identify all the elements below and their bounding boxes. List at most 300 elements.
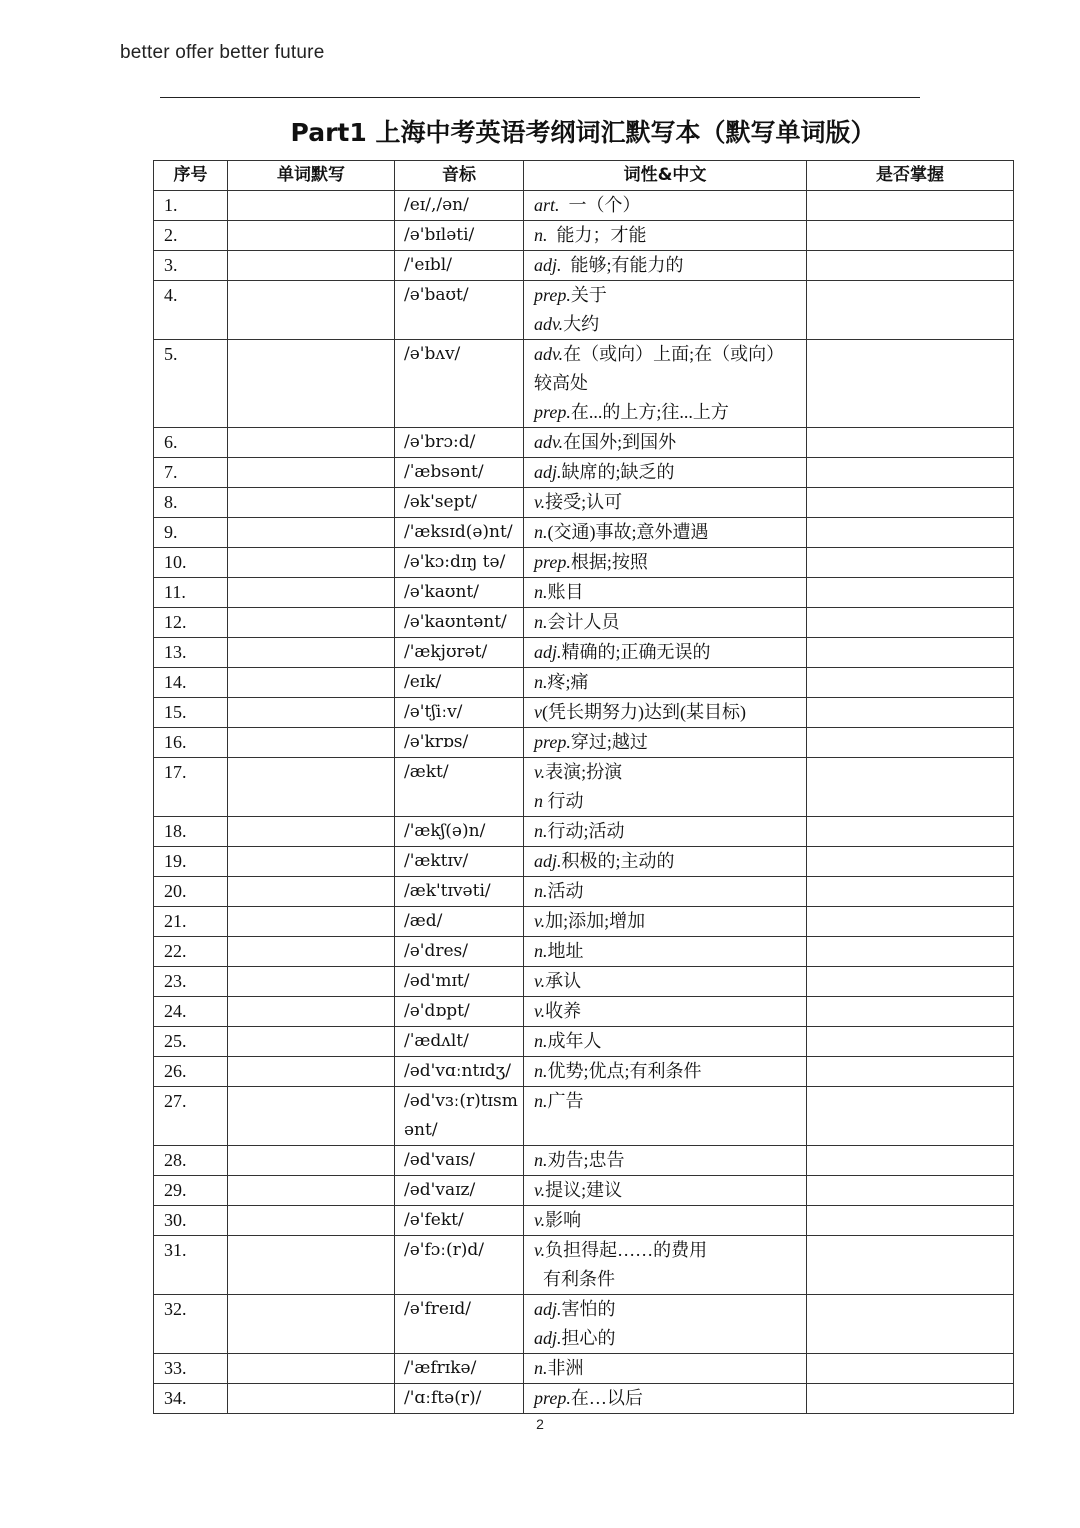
meaning-line [534, 787, 797, 816]
chinese-meaning: 提议;建议 [545, 1180, 623, 1200]
word-dictation-cell[interactable] [228, 817, 395, 847]
phonetic-text: /'ækʃ(ə)n/ [404, 821, 486, 841]
phonetic-cell [395, 548, 524, 578]
meaning-line [534, 997, 797, 1026]
meaning-cell [524, 698, 807, 728]
phonetic-text: /eɪk/ [404, 672, 442, 692]
row-number: 28. [154, 1146, 228, 1176]
table-row [154, 281, 1014, 340]
meaning-cell [524, 1087, 807, 1146]
phonetic-cell [395, 340, 524, 428]
phonetic-cell [395, 458, 524, 488]
table-row [154, 967, 1014, 997]
chinese-meaning: 关于 [570, 285, 607, 305]
mastered-cell[interactable] [807, 251, 1014, 281]
row-number: 32. [154, 1295, 228, 1354]
table-row [154, 251, 1014, 281]
part-of-speech: adj. [534, 1328, 562, 1348]
chinese-meaning: (凭长期努力)达到(某目标) [542, 702, 746, 722]
table-row [154, 1206, 1014, 1236]
phonetic-cell [395, 728, 524, 758]
phonetic-cell [395, 967, 524, 997]
column-header-number: 序号 [154, 161, 228, 191]
part-of-speech: n. [534, 1358, 548, 1378]
mastered-cell[interactable] [807, 638, 1014, 668]
table-row [154, 638, 1014, 668]
part-of-speech: adj. [534, 462, 562, 482]
phonetic-text: /əd'vaɪz/ [404, 1180, 476, 1200]
word-dictation-cell[interactable] [228, 698, 395, 728]
phonetic-text: /ək'sept/ [404, 492, 477, 512]
chinese-meaning: 精确的;正确无误的 [561, 642, 711, 662]
meaning-line [534, 1384, 797, 1413]
row-number: 27. [154, 1087, 228, 1146]
meaning-line [534, 458, 797, 487]
chinese-meaning: 接受;认可 [545, 492, 623, 512]
part-of-speech: prep. [534, 285, 571, 305]
phonetic-text: /'eɪbl/ [404, 255, 452, 275]
phonetic-cell [395, 1057, 524, 1087]
mastered-cell[interactable] [807, 847, 1014, 877]
chinese-meaning: 成年人 [547, 1031, 602, 1051]
word-dictation-cell[interactable] [228, 608, 395, 638]
meaning-line [534, 518, 797, 547]
meaning-cell [524, 608, 807, 638]
word-dictation-cell[interactable] [228, 907, 395, 937]
mastered-cell[interactable] [807, 877, 1014, 907]
chinese-meaning: 能够;有能力的 [561, 255, 684, 275]
meaning-cell [524, 1384, 807, 1414]
part-of-speech: n. [534, 881, 548, 901]
row-number: 31. [154, 1236, 228, 1295]
mastered-cell[interactable] [807, 668, 1014, 698]
row-number: 21. [154, 907, 228, 937]
column-header-mastered: 是否掌握 [807, 161, 1014, 191]
part-of-speech: v. [534, 1180, 546, 1200]
meaning-cell [524, 758, 807, 817]
phonetic-text: /ə'kɔ:dɪŋ tə/ [404, 552, 506, 572]
meaning-cell [524, 428, 807, 458]
part-of-speech: adj. [534, 851, 562, 871]
meaning-cell [524, 1206, 807, 1236]
word-dictation-cell[interactable] [228, 847, 395, 877]
meaning-line [534, 1087, 797, 1116]
meaning-cell [524, 1354, 807, 1384]
phonetic-cell [395, 877, 524, 907]
phonetic-cell [395, 518, 524, 548]
phonetic-cell [395, 698, 524, 728]
word-dictation-cell[interactable] [228, 728, 395, 758]
mastered-cell[interactable] [807, 728, 1014, 758]
meaning-line [534, 1057, 797, 1086]
phonetic-text: /'æktɪv/ [404, 851, 469, 871]
phonetic-text: /əd'vɑːntɪdʒ/ [404, 1061, 511, 1081]
phonetic-text: /ə'kaʊnt/ [404, 582, 479, 602]
meaning-cell [524, 518, 807, 548]
table-row [154, 221, 1014, 251]
word-dictation-cell[interactable] [228, 428, 395, 458]
word-dictation-cell[interactable] [228, 281, 395, 340]
meaning-cell [524, 967, 807, 997]
part-of-speech: adv. [534, 344, 564, 364]
meaning-cell [524, 1057, 807, 1087]
phonetic-text: /ə'brɔ:d/ [404, 432, 476, 452]
meaning-cell [524, 907, 807, 937]
mastered-cell[interactable] [807, 1146, 1014, 1176]
part-of-speech: adj. [534, 1299, 562, 1319]
phonetic-text: /ə'fekt/ [404, 1210, 464, 1230]
table-header-row [154, 161, 1014, 191]
header-divider [160, 97, 920, 98]
part-of-speech: n. [534, 1061, 548, 1081]
mastered-cell[interactable] [807, 578, 1014, 608]
part-of-speech: adj. [534, 642, 562, 662]
meaning-line [534, 907, 797, 936]
word-dictation-cell[interactable] [228, 1206, 395, 1236]
header-tagline: better offer better future [120, 42, 325, 63]
meaning-cell [524, 728, 807, 758]
meaning-line [534, 1206, 797, 1235]
table-row [154, 340, 1014, 428]
word-dictation-cell[interactable] [228, 668, 395, 698]
row-number: 22. [154, 937, 228, 967]
part-of-speech: n. [534, 1091, 548, 1111]
meaning-cell [524, 458, 807, 488]
meaning-line [534, 1265, 797, 1294]
word-dictation-cell[interactable] [228, 548, 395, 578]
meaning-cell [524, 847, 807, 877]
phonetic-cell [395, 428, 524, 458]
phonetic-text: /əd'vɜː(r)tɪsm [404, 1091, 518, 1111]
chinese-meaning: 大约 [563, 314, 600, 334]
row-number: 33. [154, 1354, 228, 1384]
word-dictation-cell[interactable] [228, 638, 395, 668]
meaning-line [534, 608, 797, 637]
chinese-meaning: 缺席的;缺乏的 [561, 462, 675, 482]
table-row [154, 877, 1014, 907]
word-dictation-cell[interactable] [228, 578, 395, 608]
meaning-cell [524, 191, 807, 221]
table-row [154, 1057, 1014, 1087]
mastered-cell[interactable] [807, 488, 1014, 518]
meaning-line [534, 398, 797, 427]
table-row [154, 608, 1014, 638]
meaning-cell [524, 937, 807, 967]
mastered-cell[interactable] [807, 1295, 1014, 1354]
table-row [154, 1087, 1014, 1146]
word-dictation-cell[interactable] [228, 937, 395, 967]
part-of-speech: n. [534, 672, 548, 692]
meaning-cell [524, 1146, 807, 1176]
vocabulary-table [153, 160, 1014, 1414]
row-number: 3. [154, 251, 228, 281]
part-of-speech: n. [534, 582, 548, 602]
mastered-cell[interactable] [807, 1027, 1014, 1057]
word-dictation-cell[interactable] [228, 191, 395, 221]
table-row [154, 847, 1014, 877]
row-number: 26. [154, 1057, 228, 1087]
mastered-cell[interactable] [807, 997, 1014, 1027]
row-number: 17. [154, 758, 228, 817]
chinese-meaning: 地址 [547, 941, 584, 961]
phonetic-cell [395, 281, 524, 340]
phonetic-text: /ə'kaʊntənt/ [404, 612, 507, 632]
mastered-cell[interactable] [807, 1384, 1014, 1414]
chinese-meaning: 广告 [547, 1091, 584, 1111]
mastered-cell[interactable] [807, 608, 1014, 638]
row-number: 4. [154, 281, 228, 340]
meaning-line [534, 1324, 797, 1353]
chinese-meaning: 较高处 [534, 373, 588, 393]
meaning-line [534, 251, 797, 280]
part-of-speech: n. [534, 522, 548, 542]
mastered-cell[interactable] [807, 907, 1014, 937]
table-row [154, 817, 1014, 847]
meaning-cell [524, 281, 807, 340]
meaning-line [534, 488, 797, 517]
mastered-cell[interactable] [807, 518, 1014, 548]
phonetic-text: /ə'dres/ [404, 941, 468, 961]
chinese-meaning: 能力；才能 [547, 225, 647, 245]
part-of-speech: v. [534, 1001, 546, 1021]
word-dictation-cell[interactable] [228, 1354, 395, 1384]
mastered-cell[interactable] [807, 428, 1014, 458]
mastered-cell[interactable] [807, 698, 1014, 728]
table-row [154, 1176, 1014, 1206]
chinese-meaning: 收养 [545, 1001, 582, 1021]
chinese-meaning: 加;添加;增加 [545, 911, 646, 931]
mastered-cell[interactable] [807, 1176, 1014, 1206]
part-of-speech: v. [534, 1240, 546, 1260]
word-dictation-cell[interactable] [228, 1146, 395, 1176]
table-row [154, 728, 1014, 758]
chinese-meaning: 影响 [545, 1210, 582, 1230]
phonetic-cell [395, 668, 524, 698]
part-of-speech: v [534, 702, 542, 722]
meaning-line [534, 1027, 797, 1056]
table-row [154, 1236, 1014, 1295]
chinese-meaning: 非洲 [547, 1358, 584, 1378]
mastered-cell[interactable] [807, 191, 1014, 221]
meaning-line [534, 578, 797, 607]
part-of-speech: adv. [534, 432, 564, 452]
mastered-cell[interactable] [807, 1236, 1014, 1295]
meaning-line [534, 1176, 797, 1205]
word-dictation-cell[interactable] [228, 340, 395, 428]
phonetic-text: /'æksɪd(ə)nt/ [404, 522, 513, 542]
meaning-line [534, 847, 797, 876]
row-number: 8. [154, 488, 228, 518]
phonetic-text: /ækt/ [404, 762, 449, 782]
meaning-line [534, 937, 797, 966]
phonetic-cell [395, 251, 524, 281]
meaning-line [534, 758, 797, 787]
part-of-speech: prep. [534, 732, 571, 752]
part-of-speech: v. [534, 911, 546, 931]
meaning-cell [524, 221, 807, 251]
part-of-speech: n. [534, 612, 548, 632]
word-dictation-cell[interactable] [228, 1384, 395, 1414]
chinese-meaning: 行动 [543, 791, 584, 811]
chinese-meaning: 优势;优点;有利条件 [547, 1061, 702, 1081]
meaning-cell [524, 488, 807, 518]
phonetic-text: /ˈæbsənt/ [404, 462, 484, 482]
chinese-meaning: (交通)事故;意外遭遇 [547, 522, 709, 542]
meaning-line [534, 698, 797, 727]
word-dictation-cell[interactable] [228, 1295, 395, 1354]
word-dictation-cell[interactable] [228, 877, 395, 907]
mastered-cell[interactable] [807, 1206, 1014, 1236]
phonetic-text: /æk'tɪvəti/ [404, 881, 491, 901]
phonetic-text: /eɪ/,/ən/ [404, 195, 469, 215]
table-row [154, 191, 1014, 221]
word-dictation-cell[interactable] [228, 1087, 395, 1146]
table-row [154, 937, 1014, 967]
word-dictation-cell[interactable] [228, 1176, 395, 1206]
chinese-meaning: 在…以后 [570, 1388, 643, 1408]
phonetic-cell [395, 847, 524, 877]
table-row [154, 668, 1014, 698]
row-number: 7. [154, 458, 228, 488]
word-dictation-cell[interactable] [228, 488, 395, 518]
row-number: 24. [154, 997, 228, 1027]
phonetic-text: /ə'tʃiːv/ [404, 702, 463, 722]
mastered-cell[interactable] [807, 458, 1014, 488]
chinese-meaning: 有利条件 [534, 1269, 615, 1289]
phonetic-text: /ə'bɪləti/ [404, 225, 475, 245]
meaning-line [534, 817, 797, 846]
word-dictation-cell[interactable] [228, 758, 395, 817]
row-number: 5. [154, 340, 228, 428]
table-row [154, 758, 1014, 817]
table-row [154, 1027, 1014, 1057]
row-number: 16. [154, 728, 228, 758]
phonetic-cell [395, 1354, 524, 1384]
chinese-meaning: 行动;活动 [547, 821, 625, 841]
page-title: Part1 上海中考英语考纲词汇默写本（默写单词版） [290, 118, 876, 147]
table-row [154, 1146, 1014, 1176]
chinese-meaning: 负担得起……的费用 [545, 1240, 708, 1260]
chinese-meaning: 账目 [547, 582, 584, 602]
phonetic-cell [395, 907, 524, 937]
meaning-cell [524, 1176, 807, 1206]
mastered-cell[interactable] [807, 967, 1014, 997]
phonetic-cell [395, 758, 524, 817]
column-header-phonetic: 音标 [395, 161, 524, 191]
word-dictation-cell[interactable] [228, 1027, 395, 1057]
phonetic-text: /æd/ [404, 911, 443, 931]
mastered-cell[interactable] [807, 340, 1014, 428]
mastered-cell[interactable] [807, 221, 1014, 251]
table-body [154, 191, 1014, 1414]
meaning-cell [524, 817, 807, 847]
chinese-meaning: 承认 [545, 971, 582, 991]
chinese-meaning: 活动 [547, 881, 584, 901]
phonetic-cell [395, 1176, 524, 1206]
part-of-speech: n. [534, 225, 548, 245]
phonetic-text: /'æfrɪkə/ [404, 1358, 477, 1378]
meaning-line [534, 967, 797, 996]
chinese-meaning: 在（或向）上面;在（或向） [563, 344, 785, 364]
part-of-speech: prep. [534, 552, 571, 572]
meaning-line [534, 369, 797, 398]
chinese-meaning: 表演;扮演 [545, 762, 623, 782]
word-dictation-cell[interactable] [228, 221, 395, 251]
mastered-cell[interactable] [807, 758, 1014, 817]
mastered-cell[interactable] [807, 1087, 1014, 1146]
word-dictation-cell[interactable] [228, 1057, 395, 1087]
phonetic-cell [395, 937, 524, 967]
mastered-cell[interactable] [807, 1057, 1014, 1087]
meaning-cell [524, 578, 807, 608]
row-number: 12. [154, 608, 228, 638]
chinese-meaning: 害怕的 [561, 1299, 616, 1319]
meaning-cell [524, 340, 807, 428]
part-of-speech: v. [534, 762, 546, 782]
meaning-cell [524, 1295, 807, 1354]
table-row [154, 428, 1014, 458]
phonetic-cell [395, 488, 524, 518]
phonetic-cell [395, 191, 524, 221]
table-row [154, 907, 1014, 937]
table-row [154, 1295, 1014, 1354]
mastered-cell[interactable] [807, 548, 1014, 578]
table-row [154, 1354, 1014, 1384]
word-dictation-cell[interactable] [228, 251, 395, 281]
word-dictation-cell[interactable] [228, 458, 395, 488]
table-row [154, 518, 1014, 548]
row-number: 29. [154, 1176, 228, 1206]
chinese-meaning: 担心的 [561, 1328, 616, 1348]
phonetic-text: /ə'dɒpt/ [404, 1001, 470, 1021]
meaning-cell [524, 548, 807, 578]
word-dictation-cell[interactable] [228, 967, 395, 997]
chinese-meaning: 穿过;越过 [570, 732, 648, 752]
phonetic-cell [395, 1384, 524, 1414]
part-of-speech: n. [534, 821, 548, 841]
phonetic-text: ənt/ [404, 1120, 438, 1140]
meaning-line [534, 728, 797, 757]
chinese-meaning: 在...的上方;往...上方 [570, 402, 729, 422]
part-of-speech: v. [534, 492, 546, 512]
part-of-speech: prep. [534, 1388, 571, 1408]
meaning-cell [524, 668, 807, 698]
mastered-cell[interactable] [807, 1354, 1014, 1384]
mastered-cell[interactable] [807, 281, 1014, 340]
phonetic-cell [395, 817, 524, 847]
mastered-cell[interactable] [807, 817, 1014, 847]
row-number: 11. [154, 578, 228, 608]
phonetic-cell [395, 638, 524, 668]
phonetic-text: /ə'bʌv/ [404, 344, 461, 364]
meaning-cell [524, 638, 807, 668]
table-row [154, 698, 1014, 728]
meaning-line [534, 1146, 797, 1175]
part-of-speech: art. [534, 195, 560, 215]
meaning-line [534, 221, 797, 250]
word-dictation-cell[interactable] [228, 997, 395, 1027]
word-dictation-cell[interactable] [228, 1236, 395, 1295]
mastered-cell[interactable] [807, 937, 1014, 967]
table-row [154, 458, 1014, 488]
word-dictation-cell[interactable] [228, 518, 395, 548]
row-number: 2. [154, 221, 228, 251]
meaning-line [534, 1354, 797, 1383]
phonetic-text: /ə'krɒs/ [404, 732, 469, 752]
row-number: 19. [154, 847, 228, 877]
chinese-meaning: 在国外;到国外 [563, 432, 677, 452]
phonetic-text: /'ækjʊrət/ [404, 642, 488, 662]
